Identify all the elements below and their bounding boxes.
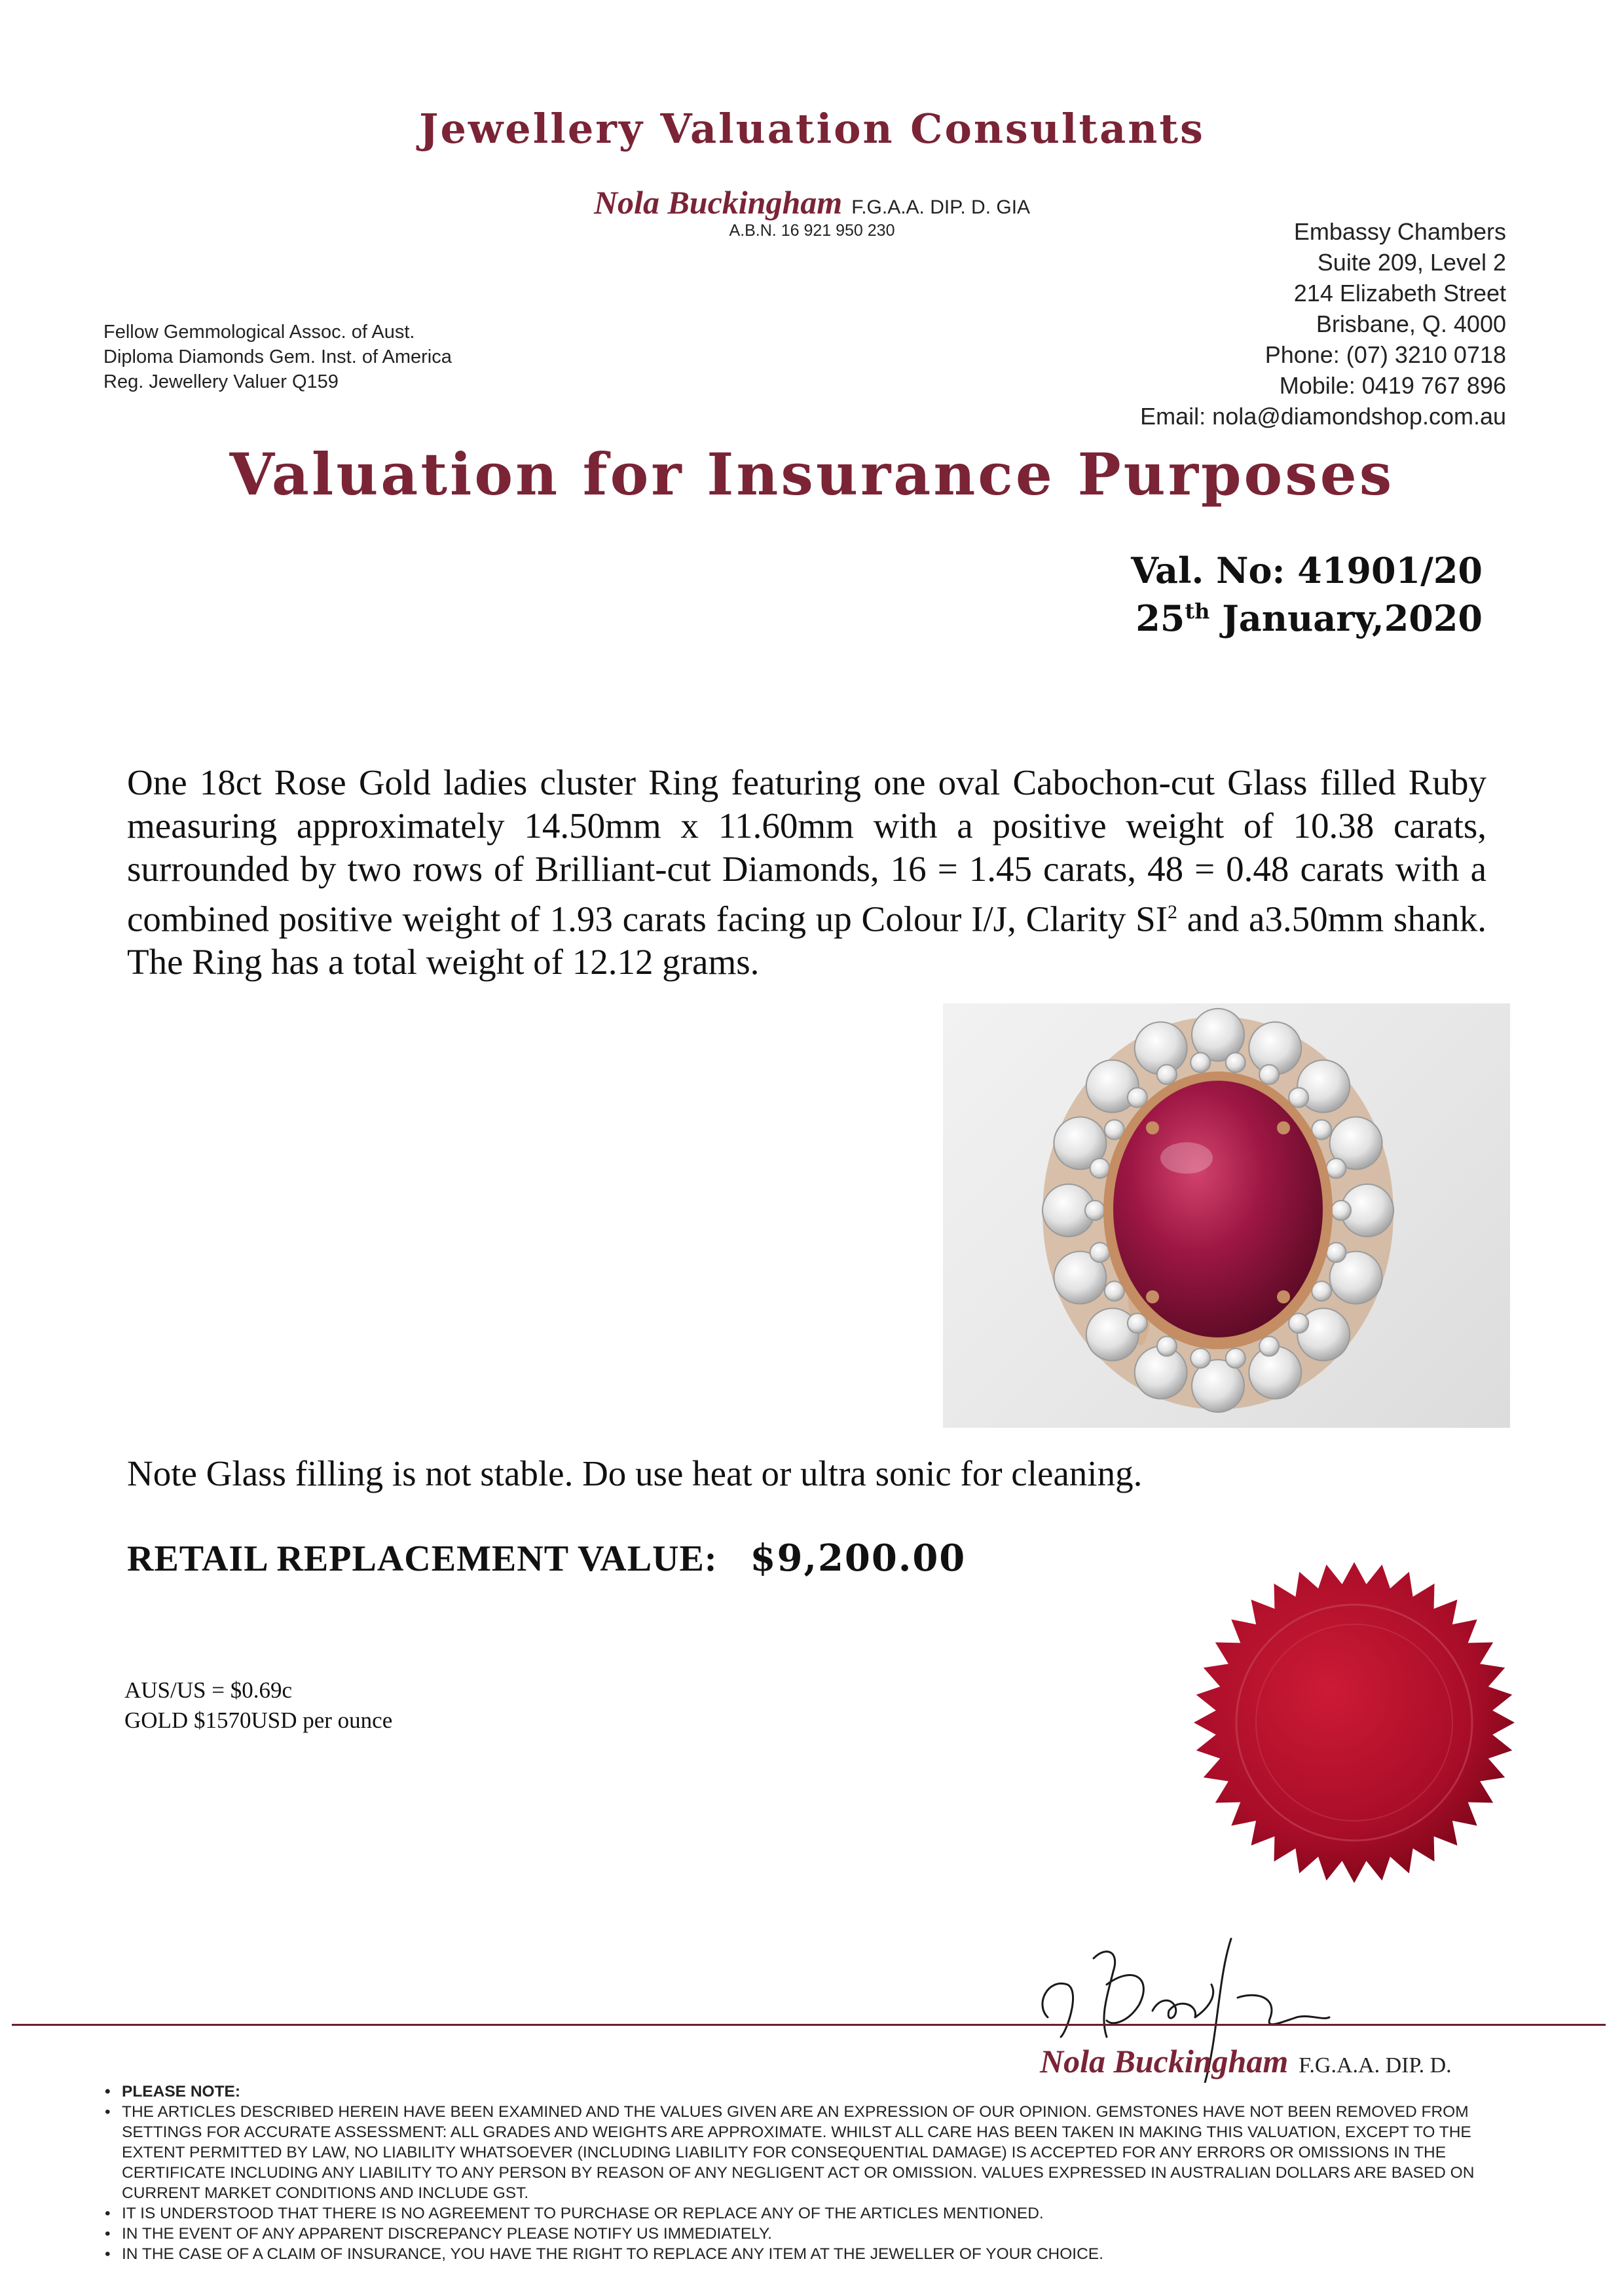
abn: A.B.N. 16 921 950 230: [729, 221, 895, 240]
diamond-stone: [1157, 1336, 1177, 1356]
item-description: One 18ct Rose Gold ladies cluster Ring featuring one oval Cabochon-cut Glass filled Ruby measuring approximately 14.50mm x 11.60mm with a positive weight of 10.38 carats, surrounded by two rows of Brilliant-cut Diamonds, 16 = 1.45 carats, 48 = 0.48 carats with a combined positive weight of 1.93 carats facing up Colour I/J, Clarity $SI^2$ and a3.50mm shank. The Ring has a total weight of 12.12 grams.: [127, 762, 1486, 982]
diamond-stone: [1090, 1242, 1110, 1262]
fine-print-item: • IT IS UNDERSTOOD THAT THERE IS NO AGREEMENT TO PURCHASE OR REPLACE ANY OF THE ARTICLES MENTIONED.: [105, 2203, 1513, 2224]
ruby-cabochon: [1113, 1081, 1323, 1337]
address-line: Embassy Chambers: [1293, 218, 1506, 245]
document-title: Valuation for Insurance Purposes: [229, 440, 1395, 508]
signer-name: Nola Buckingham: [1040, 2043, 1289, 2080]
wax-seal-icon: [1190, 1559, 1518, 1886]
mobile: Mobile: 0419 767 896: [1279, 372, 1506, 399]
signer-block: [1040, 2042, 1452, 2080]
diamond-stone: [1259, 1336, 1279, 1356]
diamond-stone: [1085, 1201, 1105, 1220]
exchange-rate: AUS/US = $0.69c: [124, 1677, 293, 1703]
diamond-stone: [1326, 1242, 1346, 1262]
ring-illustration: [943, 1003, 1510, 1428]
phone: Phone: (07) 3210 0718: [1264, 341, 1506, 368]
valuer-name: Nola Buckingham: [593, 184, 843, 221]
footer-divider: [12, 2024, 1606, 2026]
ring-photo: [943, 1003, 1510, 1428]
valuation-reference: [1131, 550, 1483, 639]
diamond-stone: [1259, 1065, 1279, 1085]
diamond-stone: [1190, 1349, 1210, 1368]
retail-replacement-value: [127, 1537, 966, 1580]
credentials: [103, 320, 452, 394]
care-note: Note Glass filling is not stable. Do use heat or ultra sonic for cleaning.: [127, 1453, 1143, 1493]
diamond-stone: [1090, 1159, 1110, 1178]
firm-name: Jewellery Valuation Consultants: [419, 105, 1205, 153]
email: Email: nola@diamondshop.com.au: [1140, 403, 1506, 430]
diamond-stone: [1331, 1201, 1351, 1220]
exchange-info: [124, 1675, 392, 1736]
retail-label: RETAIL REPLACEMENT VALUE:: [127, 1539, 718, 1579]
fine-print-item: • IN THE EVENT OF ANY APPARENT DISCREPANCY PLEASE NOTIFY US IMMEDIATELY.: [105, 2224, 1513, 2244]
fine-print: [105, 2081, 1513, 2264]
business-address: [1140, 216, 1506, 432]
diamond-stone: [1326, 1159, 1346, 1178]
retail-amount: $9,200.00: [750, 1537, 967, 1580]
diamond-stone: [1226, 1053, 1246, 1072]
diamond-stone: [1190, 1053, 1210, 1072]
diamond-stone: [1226, 1349, 1246, 1368]
valuer-qualifications: F.G.A.A. DIP. D. GIA: [851, 196, 1031, 218]
valuation-date: 25th January,2020: [1135, 597, 1483, 639]
address-line: Suite 209, Level 2: [1317, 249, 1506, 276]
credential-line: Diploma Diamonds Gem. Inst. of America: [103, 346, 452, 367]
gold-price: GOLD $1570USD per ounce: [124, 1707, 393, 1733]
credential-line: Fellow Gemmological Assoc. of Aust.: [103, 322, 415, 343]
fine-print-item: • IN THE CASE OF A CLAIM OF INSURANCE, YOU HAVE THE RIGHT TO REPLACE ANY ITEM AT THE JEWELLER OF YOUR CHOICE.: [105, 2244, 1513, 2264]
signer-qualifications: F.G.A.A. DIP. D.: [1299, 2053, 1452, 2078]
diamond-stone: [1157, 1065, 1177, 1085]
fine-print-item: • THE ARTICLES DESCRIBED HEREIN HAVE BEEN EXAMINED AND THE VALUES GIVEN ARE AN EXPRESSION OF OUR OPINION. GEMSTONES HAVE NOT BEEN REMOVED FROM SETTINGS FOR ACCURATE ASSESSMENT: ALL GRADES AND WEIGHTS ARE APPROXIMATE. WHILST ALL CARE HAS BEEN TAKEN IN MAKING THIS VALUATION, EXCEPT TO THE EXTENT PERMITTED BY LAW, NO LIABILITY WHATSOEVER (INCLUDING LIABILITY FOR CONSEQUENTIAL DAMAGE) IS ACCEPTED FOR ANY ERRORS OR OMISSIONS IN THE CERTIFICATE INCLUDING ANY LIABILITY TO ANY PERSON BY REASON OF ANY NEGLIGENT ACT OR OMISSION. VALUES EXPRESSED IN AUSTRALIAN DOLLARS ARE BASED ON CURRENT MARKET CONDITIONS AND INCLUDE GST.: [105, 2102, 1513, 2203]
valuation-number: Val. No: 41901/20: [1131, 550, 1483, 591]
address-line: 214 Elizabeth Street: [1293, 280, 1506, 307]
address-line: Brisbane, Q. 4000: [1316, 310, 1506, 337]
credential-line: Reg. Jewellery Valuer Q159: [103, 371, 339, 392]
fine-print-heading: • PLEASE NOTE:: [105, 2081, 1513, 2102]
